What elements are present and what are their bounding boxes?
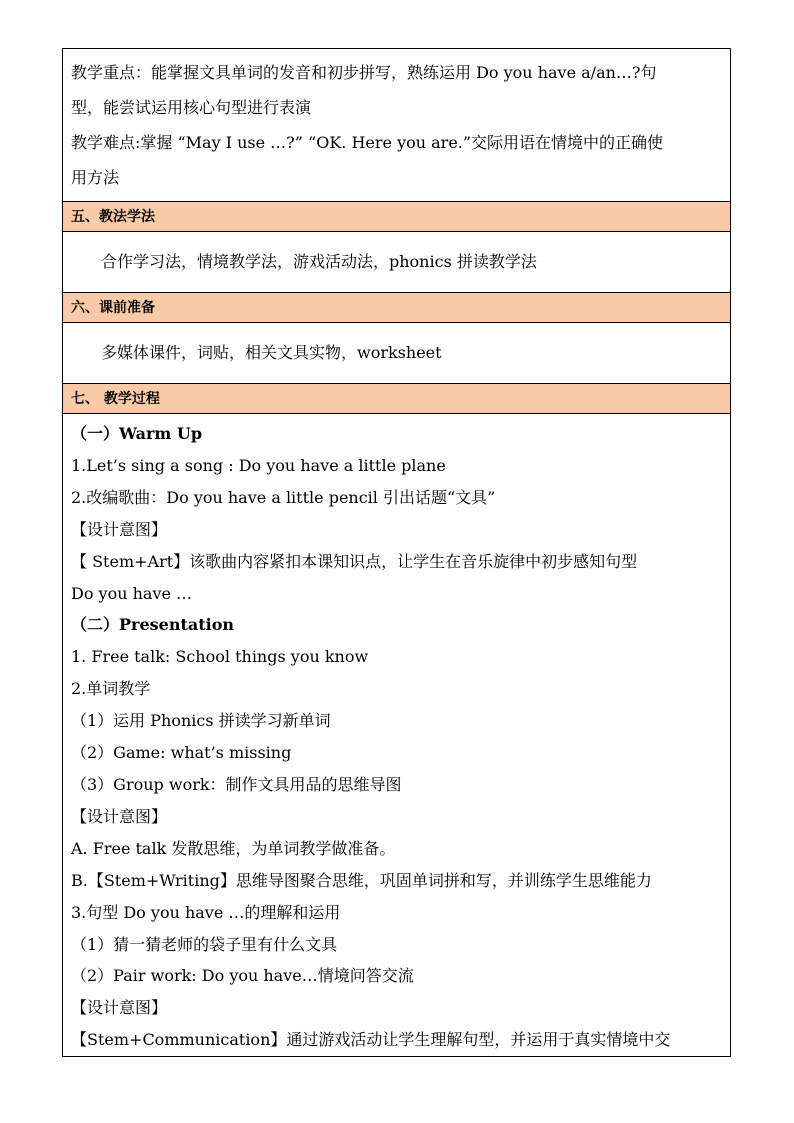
process-line: 2.单词教学 (71, 679, 151, 699)
process-heading-warmup: （一）Warm Up (71, 424, 203, 443)
process-line: A. Free talk 发散思维，为单词教学做准备。 (71, 838, 396, 858)
focus-line-2: 型，能尝试运用核心句型进行表演 (71, 98, 312, 117)
lesson-plan-table (62, 48, 731, 1057)
process-line: 【Stem+Communication】通过游戏活动让学生理解句型，并运用于真实情境中交 (71, 1030, 671, 1050)
section-6-header: 六、课前准备 (63, 292, 730, 322)
process-line: 【 Stem+Art】该歌曲内容紧扣本课知识点，让学生在音乐旋律中初步感知句型 (71, 551, 638, 571)
process-line: Do you have … (71, 583, 193, 603)
section-7-header: 七、 教学过程 (63, 383, 730, 413)
process-line: 2.改编歌曲：Do you have a little pencil 引出话题“文具” (71, 487, 496, 507)
section-5-content: 合作学习法，情境教学法，游戏活动法，phonics 拼读教学法 (101, 252, 537, 271)
process-line: 1. Free talk: School things you know (71, 647, 369, 667)
section-7-body (63, 413, 730, 1056)
process-line: （1）猜一猜老师的袋子里有什么文具 (71, 934, 338, 954)
process-heading-presentation: （二）Presentation (71, 615, 234, 635)
focus-line-3: 教学难点:掌握 “May I use …?” “OK. Here you are.”交际用语在情境中的正确使 (71, 133, 664, 152)
process-line: （2）Game: what’s missing (71, 743, 292, 763)
process-line: 3.句型 Do you have …的理解和运用 (71, 902, 341, 922)
section-5-header: 五、教法学法 (63, 201, 730, 231)
focus-line-4: 用方法 (71, 168, 120, 187)
design-intent-label: 【设计意图】 (71, 998, 168, 1018)
section-6-body (63, 322, 730, 383)
section-6-content: 多媒体课件，词贴，相关文具实物，worksheet (101, 343, 442, 362)
focus-line-1: 教学重点：能掌握文具单词的发音和初步拼写，熟练运用 Do you have a/an…?句 (71, 63, 657, 82)
process-line: （3）Group work：制作文具用品的思维导图 (71, 774, 402, 794)
section-5-body (63, 231, 730, 292)
process-line: （1）运用 Phonics 拼读学习新单词 (71, 711, 331, 731)
design-intent-label: 【设计意图】 (71, 519, 168, 539)
process-line: B.【Stem+Writing】思维导图聚合思维，巩固单词拼和写，并训练学生思维能力 (71, 870, 652, 890)
process-line: 1.Let’s sing a song : Do you have a little plane (71, 455, 446, 475)
teaching-focus-section (63, 49, 730, 201)
design-intent-label: 【设计意图】 (71, 806, 168, 826)
process-line: （2）Pair work: Do you have…情境问答交流 (71, 966, 414, 986)
